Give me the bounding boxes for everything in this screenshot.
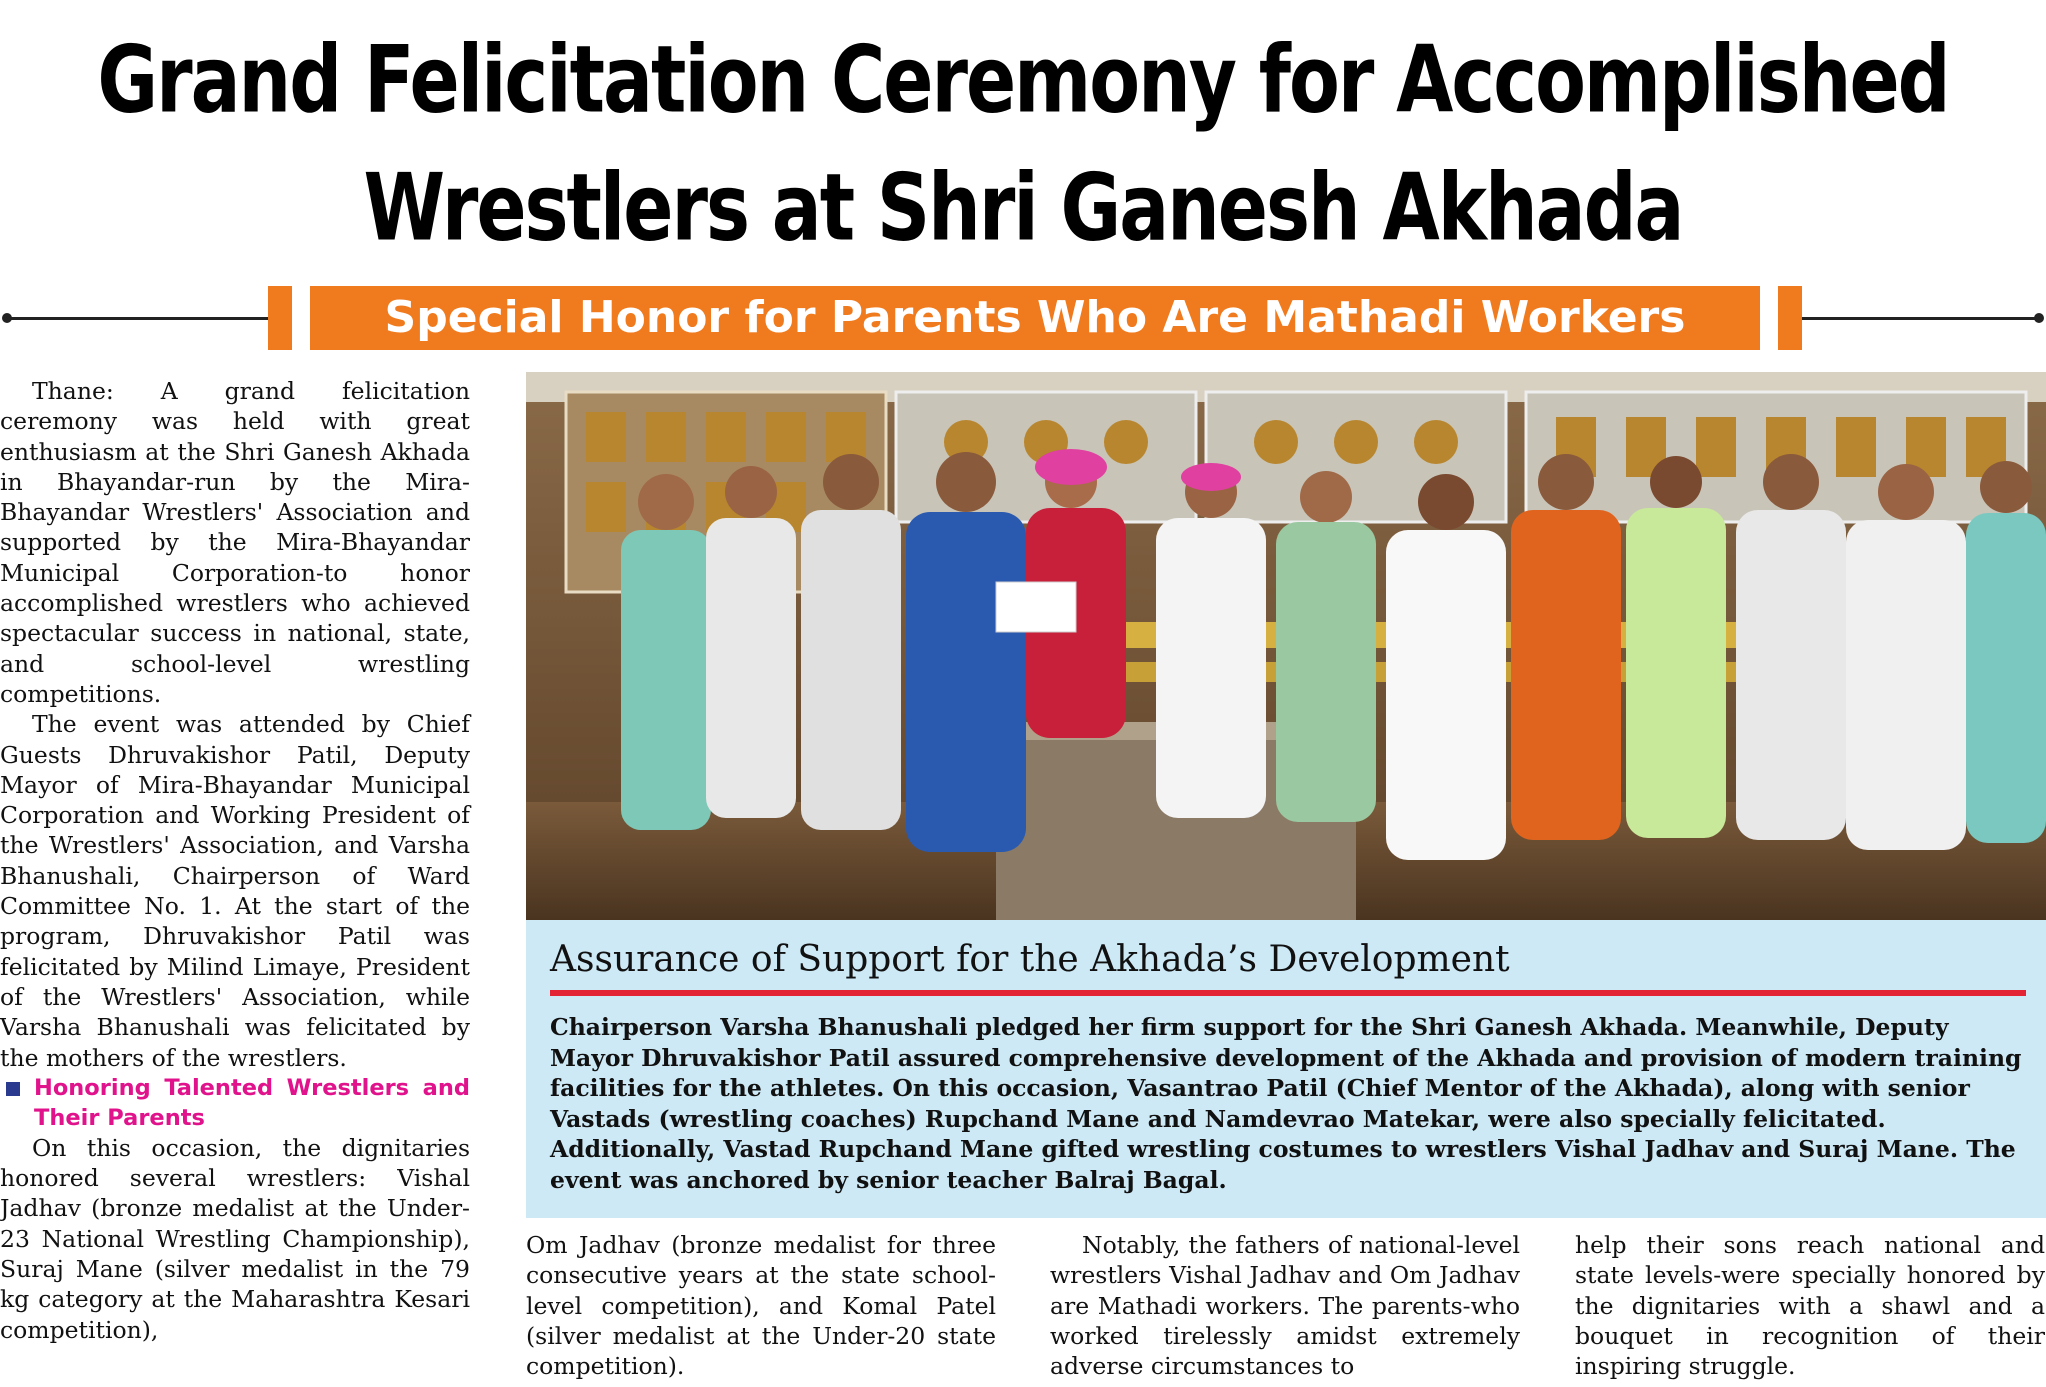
orange-tab-right	[1778, 286, 1802, 350]
article-column-3	[1050, 1230, 1520, 1381]
article-paragraph: Om Jadhav (bronze medalist for three consecutive years at the state school-level competition), and Komal Patel (silver medalist at the Under-20 state competition).	[526, 1231, 996, 1381]
headline-line-2: Wrestlers at Shri Ganesh Akhada	[363, 154, 1683, 262]
divider-rule-right	[1802, 317, 2040, 320]
divider-rule-left	[6, 317, 268, 320]
box-title-rule	[550, 990, 2026, 996]
subheadline-banner: Special Honor for Parents Who Are Mathadi Workers	[310, 286, 1760, 350]
article-paragraph: On this occasion, the dignitaries honored several wrestlers: Vishal Jadhav (bronze medalist at the Under-23 National Wrestling Championship), Suraj Mane (silver medalist in the 79 kg category at the Maharashtra Kesari competition),	[0, 1133, 470, 1344]
section-subheading	[0, 1073, 470, 1133]
box-body: Chairperson Varsha Bhanushali pledged her firm support for the Shri Ganesh Akhada. Meanwhile, Deputy Mayor Dhruvakishor Patil assured comprehensive development of the Akhada and provision of modern training facilities for the athletes. On this occasion, Vasantrao Patil (Chief Mentor of the Akhada), along with senior Vastads (wrestling coaches) Rupchand Mane and Namdevrao Matekar, were also specially felicitated. Additionally, Vastad Rupchand Mane gifted wrestling costumes to wrestlers Vishal Jadhav and Suraj Mane. The event was anchored by senior teacher Balraj Bagal.	[550, 1013, 2022, 1194]
article-paragraph: Notably, the fathers of national-level wrestlers Vishal Jadhav and Om Jadhav are Mathadi workers. The parents-who worked tirelessly amidst extremely adverse circumstances to	[1050, 1231, 1520, 1381]
article-paragraph: help their sons reach national and state levels-were specially honored by the dignitaries with a shawl and a bouquet in recognition of their inspiring struggle.	[1575, 1231, 2045, 1381]
article-column-2	[526, 1230, 996, 1381]
headline-line-1: Grand Felicitation Ceremony for Accomplished	[97, 26, 1949, 134]
section-subheading-text: Honoring Talented Wrestlers and Their Parents	[34, 1074, 470, 1131]
article-column-1	[0, 376, 470, 1345]
highlight-box	[526, 920, 2046, 1218]
ceremony-photo	[526, 372, 2046, 920]
box-title: Assurance of Support for the Akhada’s Development	[550, 939, 1510, 980]
rule-dot-right	[2034, 313, 2044, 323]
bullet-square-icon	[6, 1082, 20, 1096]
article-column-4	[1575, 1230, 2045, 1381]
article-paragraph: The event was attended by Chief Guests Dhruvakishor Patil, Deputy Mayor of Mira-Bhayandar Municipal Corporation and Working President of the Wrestlers' Association, and Varsha Bhanushali, Chairperson of Ward Committee No. 1. At the start of the program, Dhruvakishor Patil was felicitated by Milind Limaye, President of the Wrestlers' Association, while Varsha Bhanushali was felicitated by the mothers of the wrestlers.	[0, 710, 470, 1072]
orange-tab-left	[268, 286, 292, 350]
article-paragraph: Thane: A grand felicitation ceremony was held with great enthusiasm at the Shri Ganesh Akhada in Bhayandar-run by the Mira-Bhayandar Wrestlers' Association and supported by the Mira-Bhayandar Municipal Corporation-to honor accomplished wrestlers who achieved spectacular success in national, state, and school-level wrestling competitions.	[0, 377, 470, 708]
